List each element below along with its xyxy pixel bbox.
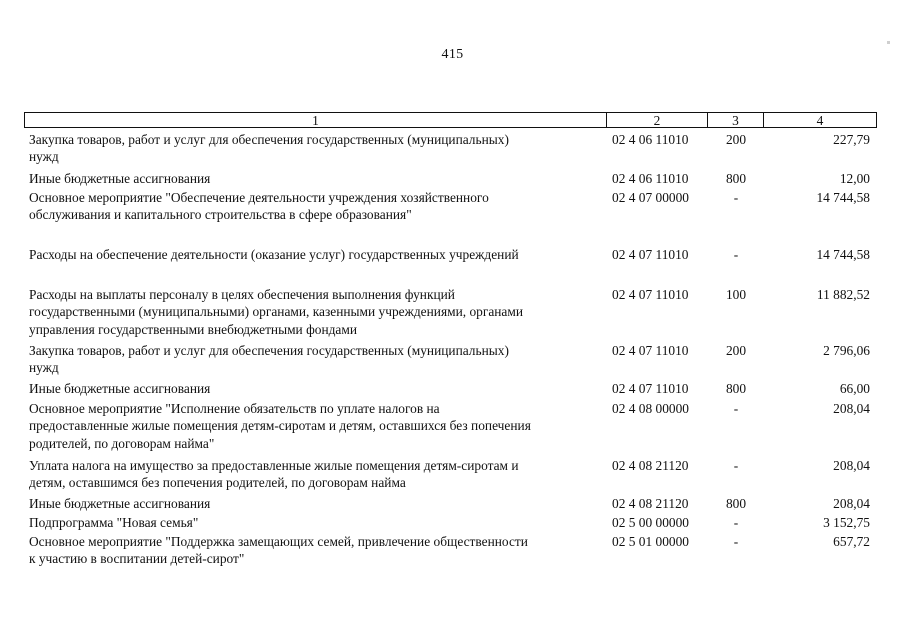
row-code: 02 4 08 21120 xyxy=(612,496,689,511)
row-amount: 11 882,52 xyxy=(816,287,870,302)
row-description: Иные бюджетные ассигнования xyxy=(29,381,211,396)
row-type: - xyxy=(733,247,739,262)
row-description: Уплата налога на имущество за предоставленные жилые помещения детям-сиротам и детям, оставшимся без попечения родителей, по договорам найма xyxy=(29,458,519,491)
row-amount: 14 744,58 xyxy=(816,190,870,205)
row-code: 02 4 07 11010 xyxy=(612,381,689,396)
header-col-3: 3 xyxy=(708,113,764,127)
row-type: - xyxy=(733,458,739,473)
header-col-1: 1 xyxy=(25,113,607,127)
row-code: 02 4 07 11010 xyxy=(612,343,689,358)
row-description: Иные бюджетные ассигнования xyxy=(29,496,211,511)
row-type: - xyxy=(733,515,739,530)
row-type: - xyxy=(733,190,739,205)
row-type: - xyxy=(733,534,739,549)
row-code: 02 4 06 11010 xyxy=(612,171,689,186)
row-description: Основное мероприятие "Обеспечение деятельности учреждения хозяйственного обслуживания и капитального строительства в сфере образования" xyxy=(29,190,489,223)
row-amount: 208,04 xyxy=(833,401,870,416)
row-type: 800 xyxy=(725,171,747,186)
table-header xyxy=(24,112,877,128)
row-description: Основное мероприятие "Исполнение обязательств по уплате налогов на предоставленные жилые помещения детям-сиротам и детям, оставшихся без попечения родителей, по договорам найма" xyxy=(29,401,531,451)
row-amount: 227,79 xyxy=(833,132,870,147)
row-code: 02 4 08 21120 xyxy=(612,458,689,473)
row-code: 02 4 07 11010 xyxy=(612,287,689,302)
row-amount: 14 744,58 xyxy=(816,247,870,262)
row-code: 02 4 08 00000 xyxy=(612,401,689,416)
row-code: 02 4 07 11010 xyxy=(612,247,689,262)
row-description: Основное мероприятие "Поддержка замещающих семей, привлечение общественности к участию в воспитании детей-сирот" xyxy=(29,534,528,567)
header-col-4: 4 xyxy=(816,113,824,128)
row-description: Иные бюджетные ассигнования xyxy=(29,171,211,186)
row-description: Подпрограмма "Новая семья" xyxy=(29,515,199,530)
row-amount: 208,04 xyxy=(833,496,870,511)
row-type: 200 xyxy=(725,343,747,358)
row-description: Расходы на выплаты персоналу в целях обеспечения выполнения функций государственными (муниципальными) органами, казенными учреждениями, органами управления государственными внебюджетными фондами xyxy=(29,287,524,337)
row-amount: 2 796,06 xyxy=(823,343,870,358)
row-description: Расходы на обеспечение деятельности (оказание услуг) государственных учреждений xyxy=(29,247,519,262)
row-code: 02 4 06 11010 xyxy=(612,132,689,147)
row-type: - xyxy=(733,401,739,416)
header-col-2: 2 xyxy=(607,113,708,127)
row-type: 100 xyxy=(725,287,747,302)
row-code: 02 4 07 00000 xyxy=(612,190,689,205)
row-type: 800 xyxy=(725,381,747,396)
row-code: 02 5 00 00000 xyxy=(612,515,689,530)
row-amount: 12,00 xyxy=(839,171,870,186)
row-amount: 66,00 xyxy=(839,381,870,396)
row-amount: 3 152,75 xyxy=(823,515,870,530)
row-type: 200 xyxy=(725,132,747,147)
row-type: 800 xyxy=(725,496,747,511)
row-amount: 208,04 xyxy=(833,458,870,473)
row-description: Закупка товаров, работ и услуг для обеспечения государственных (муниципальных) нужд xyxy=(29,343,509,376)
scan-mark xyxy=(887,41,890,44)
row-code: 02 5 01 00000 xyxy=(612,534,689,549)
row-amount: 657,72 xyxy=(833,534,870,549)
row-description: Закупка товаров, работ и услуг для обеспечения государственных (муниципальных) нужд xyxy=(29,132,509,165)
page-number: 415 xyxy=(441,47,464,62)
